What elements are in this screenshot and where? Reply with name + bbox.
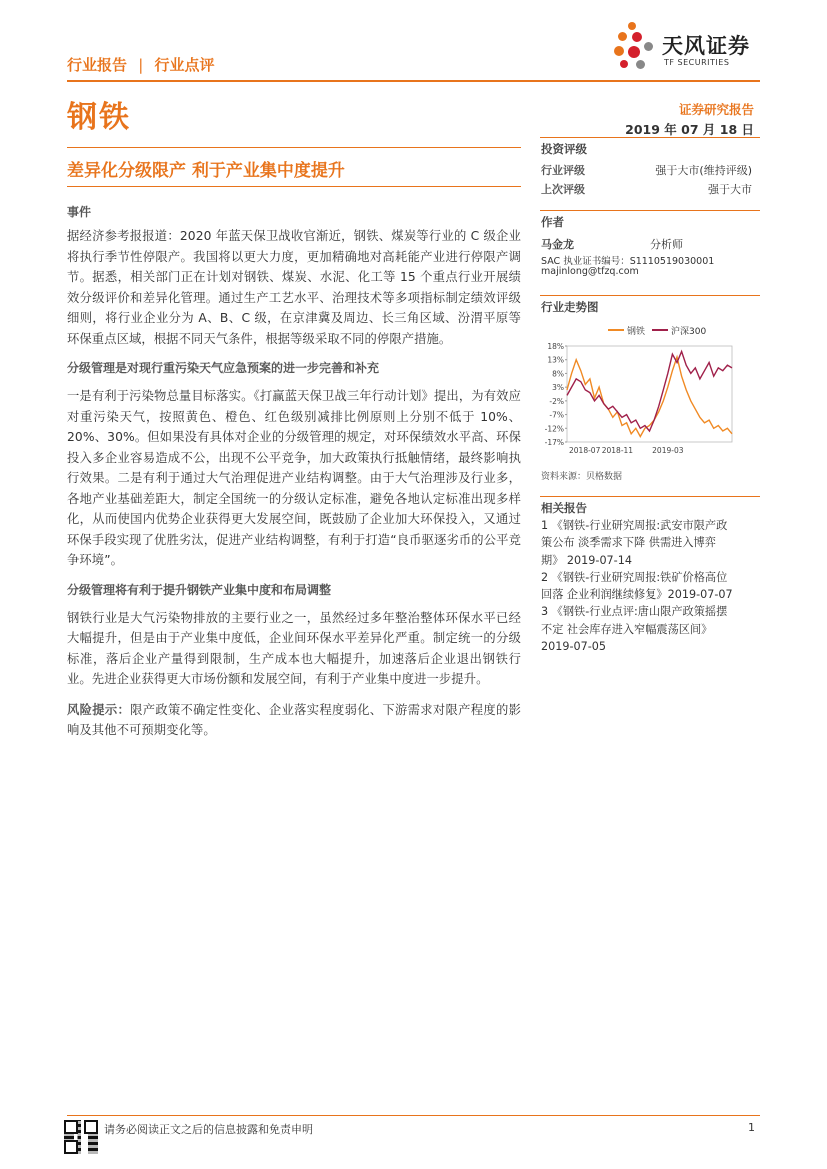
y-tick-label: 13% [547, 355, 564, 365]
company-logo [610, 20, 760, 72]
logo-text-cn: 天风证券 [662, 34, 750, 58]
title-rule-bottom [67, 186, 521, 187]
x-axis-ticks [569, 446, 684, 455]
y-tick-label: 8% [552, 369, 564, 379]
x-tick-label: 2019-03 [652, 446, 684, 455]
title-rule-top [67, 147, 521, 148]
rating-title: 投资评级 [541, 142, 587, 156]
report-type-label: 行业报告 [67, 56, 128, 74]
prev-rating-value: 强于大市 [708, 183, 752, 196]
related-report-1-line2: 策公布 淡季需求下降 供需进入博弈 [541, 536, 716, 550]
y-tick-label: -2% [549, 396, 564, 406]
series-line-hs300 [567, 352, 732, 432]
legend-steel-label: 钢铁 [627, 327, 646, 337]
prev-rating-label: 上次评级 [541, 183, 585, 196]
y-tick-label: 18% [547, 342, 564, 351]
related-report-item[interactable] [541, 569, 763, 604]
related-report-2-line2: 回落 企业利润继续修复》2019-07-07 [541, 588, 733, 602]
related-report-3-line2: 不定 社会库存进入窄幅震荡区间》 [541, 622, 713, 636]
logo-text-en: TF SECURITIES [664, 58, 730, 67]
x-tick-label: 2018-11 [601, 446, 634, 455]
related-report-3-line3: 2019-07-05 [541, 640, 607, 654]
y-tick-label: -7% [549, 410, 564, 420]
author-title: 作者 [541, 215, 564, 229]
industry-title: 钢铁 [67, 100, 131, 135]
related-report-1-line1: 1 《钢铁-行业研究周报:武安市限产政 [541, 519, 728, 532]
logo-flower-icon [610, 20, 658, 72]
report-type-separator: | [138, 56, 144, 74]
author-role: 分析师 [650, 238, 683, 251]
main-content [67, 226, 521, 741]
event-label: 事件 [67, 205, 92, 219]
risk-paragraph [67, 700, 521, 741]
doc-kind: 证券研究报告 [678, 102, 754, 117]
footer-rule [67, 1115, 760, 1116]
author-email[interactable]: majinlong@tfzq.com [541, 266, 639, 277]
paragraph-event: 据经济参考报报道：2020 年蓝天保卫战收官渐近，钢铁、煤炭等行业的 C 级企业将执行季节性停限产。我国将以更大力度，更加精确地对高耗能产业进行停限产调节。据悉，相关部门正在计划对钢铁、煤炭、水泥、化工等 15 个重点行业开展绩效分级评价和差异化管理。通过生产工艺水平、治理技术等多项指标制定绩效评级细则，将行业企业分为 A、B、C 级，在京津冀及周边、长三角区域、汾渭平原等环保重点区域，根据不同天气条件，根据等级采取不同的停限产措施。 [67, 229, 521, 346]
sidebar-rule-rating [540, 137, 760, 138]
related-report-1-line3: 期》 2019-07-14 [541, 553, 632, 567]
x-tick-label: 2018-07 [569, 446, 601, 455]
paragraph-section-2: 一是有利于污染物总量目标落实。《打赢蓝天保卫战三年行动计划》提出，为有效应对重污染天气，按照黄色、橙色、红色级别减排比例原则上分别不低于 10%、20%、30%。但如果没有具体对企业的分级管理的规定，对环保绩效水平高、环保投入多企业容易造成不公，出现不公平竞争，加大政策执行抵触情绪，最终影响执行效果。二是有利于通过大气治理促进产业结构调整。由于大气治理涉及行业多，各地产业基础差距大，制定全国统一的分级认定标准，避免各地认定标准出现多样化，从而使国内优势企业获得更大发展空间，既鼓励了企业加大环保投入，又通过环保手段实现了优胜劣汰，促进产业结构调整，有利于打造“良币驱逐劣币的公平竞争环境”。 [67, 389, 521, 567]
related-title: 相关报告 [541, 501, 587, 515]
sidebar-rule-trend [540, 295, 760, 296]
header-rule [67, 80, 760, 82]
section-heading-2: 分级管理是对现行重污染天气应急预案的进一步完善和补充 [67, 361, 380, 375]
page-number: 1 [748, 1121, 755, 1134]
related-report-2-line1: 2 《钢铁-行业研究周报:铁矿价格高位 [541, 570, 728, 584]
related-report-3-line1: 3 《钢铁-行业点评:唐山限产政策摇摆 [541, 605, 728, 619]
report-type [67, 54, 215, 75]
author-sac: SAC 执业证书编号：S1110519030001 [541, 256, 715, 267]
legend-hs300-label: 沪深300 [671, 327, 707, 337]
paragraph-section-3: 钢铁行业是大气污染物排放的主要行业之一，虽然经过多年整治整体环保水平已经大幅提升，但是由于产业集中度低，企业间环保水平差异化严重。制定统一的分级标准，落后企业产量得到限制，生产成本也大幅提升，加速落后企业退出钢铁行业。先进企业获得更大市场份额和发展空间，有利于产业集中度进一步提升。 [67, 610, 521, 686]
related-report-item[interactable] [541, 517, 763, 569]
qr-code-icon [64, 1120, 98, 1154]
industry-rating-value: 强于大市(维持评级) [655, 164, 752, 177]
y-tick-label: -12% [544, 424, 564, 434]
author-name: 马金龙 [541, 238, 574, 251]
sidebar-rule-author [540, 210, 760, 211]
plot-frame [567, 346, 732, 442]
report-subtype-label: 行业点评 [154, 56, 215, 74]
risk-text: 限产政策不确定性变化、企业落实程度弱化、下游需求对限产程度的影响及其他不可预期变化等。 [67, 702, 521, 737]
y-tick-label: 3% [552, 383, 564, 393]
trend-title: 行业走势图 [541, 300, 599, 314]
y-axis-ticks [545, 342, 567, 447]
industry-rating-label: 行业评级 [541, 164, 585, 177]
trend-chart [540, 318, 760, 458]
section-heading-3: 分级管理将有利于提升钢铁产业集中度和布局调整 [67, 582, 332, 597]
y-tick-label: -17% [544, 438, 564, 447]
related-reports-list [541, 517, 763, 655]
related-report-item[interactable] [541, 603, 763, 655]
footer-disclaimer[interactable]: 请务必阅读正文之后的信息披露和免责申明 [104, 1123, 313, 1136]
report-title: 差异化分级限产 利于产业集中度提升 [67, 161, 345, 181]
sidebar-rule-related [540, 496, 760, 497]
chart-source: 资料来源：贝格数据 [541, 472, 623, 482]
risk-label: 风险提示： [67, 702, 131, 717]
report-date: 2019 年 07 月 18 日 [625, 122, 754, 137]
